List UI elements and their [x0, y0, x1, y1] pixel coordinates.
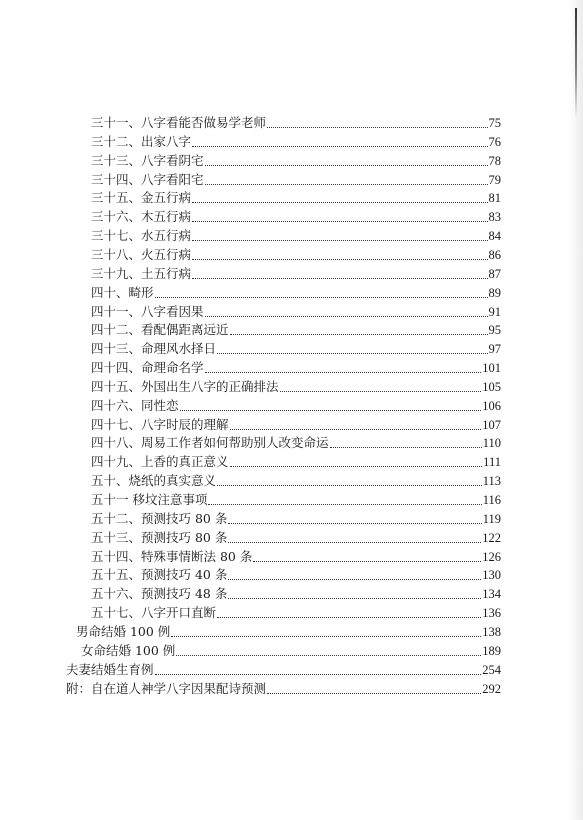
- toc-entry-page-number: 75: [488, 116, 501, 130]
- toc-entry-page-number: 111: [483, 455, 501, 470]
- toc-entry-title: 三十三、八字看阴宅: [91, 152, 204, 168]
- toc-entry-page-number: 95: [488, 323, 501, 338]
- toc-entry-title: 五十二、预测技巧 80 条: [91, 510, 228, 526]
- toc-entry-title: 四十、畸形: [91, 284, 154, 300]
- toc-entry[interactable]: [91, 416, 501, 434]
- dot-leader: [192, 239, 487, 241]
- toc-entry[interactable]: [91, 246, 501, 264]
- toc-entry-title: 附：自在道人神学八字因果配诗预测: [66, 680, 267, 696]
- dot-leader: [267, 692, 481, 694]
- page-edge-line: [575, 8, 577, 118]
- toc-entry-page-number: 134: [482, 587, 501, 602]
- toc-entry-page-number: 110: [482, 436, 501, 451]
- dot-leader: [180, 409, 482, 411]
- toc-entry[interactable]: [66, 680, 501, 698]
- dot-leader: [230, 465, 483, 467]
- toc-entry-title: 三十五、金五行病: [91, 190, 192, 206]
- toc-entry-title: 三十七、水五行病: [91, 228, 192, 244]
- toc-entry[interactable]: [91, 340, 501, 358]
- toc-entry-page-number: 136: [482, 606, 501, 621]
- dot-leader: [192, 145, 487, 147]
- toc-entry-title: 三十六、木五行病: [91, 209, 192, 225]
- dot-leader: [155, 296, 488, 298]
- toc-entry-page-number: 138: [482, 624, 501, 639]
- toc-entry-page-number: 130: [482, 568, 501, 583]
- dot-leader: [205, 371, 482, 373]
- toc-entry-page-number: 87: [488, 266, 501, 281]
- toc-entry[interactable]: [91, 303, 501, 321]
- toc-entry-page-number: 126: [482, 549, 501, 564]
- toc-entry[interactable]: [66, 661, 501, 679]
- toc-entry-title: 四十四、命理命名学: [91, 360, 204, 376]
- toc-entry-page-number: 76: [488, 134, 501, 149]
- toc-entry-title: 五十七、八字开口直断: [91, 605, 217, 621]
- dot-leader: [280, 390, 482, 392]
- dot-leader: [192, 220, 487, 222]
- dot-leader: [228, 522, 481, 524]
- toc-entry[interactable]: [91, 189, 501, 207]
- toc-entry-page-number: 79: [488, 172, 501, 187]
- toc-entry-title: 三十八、火五行病: [91, 246, 192, 262]
- toc-entry[interactable]: [91, 378, 501, 396]
- toc-entry-page-number: 101: [482, 361, 501, 376]
- toc-entry-title: 四十三、命理风水择日: [91, 341, 217, 357]
- dot-leader: [176, 654, 481, 656]
- toc-entry-page-number: 83: [488, 210, 501, 225]
- toc-entry-title: 三十一、八字看能否做易学老师: [91, 115, 267, 130]
- toc-entry[interactable]: [91, 208, 501, 226]
- toc-entry-title: 五十一 移坟注意事项: [91, 492, 208, 507]
- dot-leader: [217, 352, 487, 354]
- dot-leader: [192, 277, 487, 279]
- toc-entry-title: 三十二、出家八字: [91, 133, 192, 149]
- toc-entry-title: 三十九、土五行病: [91, 265, 192, 281]
- toc-entry-title: 四十九、上香的真正意义: [91, 454, 229, 470]
- toc-entry[interactable]: [91, 491, 501, 509]
- toc-entry-title: 四十八、周易工作者如何帮助别人改变命运: [91, 435, 329, 451]
- toc-entry-title: 四十五、外国出生八字的正确排法: [91, 378, 279, 394]
- toc-entry-title: 五十三、预测技巧 80 条: [91, 529, 228, 545]
- toc-entry-page-number: 119: [482, 511, 501, 526]
- dot-leader: [230, 428, 482, 430]
- dot-leader: [267, 126, 487, 128]
- dot-leader: [228, 541, 481, 543]
- toc-entry-page-number: 292: [482, 681, 501, 696]
- dot-leader: [192, 258, 487, 260]
- toc-entry-page-number: 105: [482, 379, 501, 394]
- toc-entry[interactable]: [91, 510, 501, 528]
- toc-entry[interactable]: [91, 453, 501, 471]
- toc-entry-page-number: 84: [488, 229, 501, 244]
- toc-entry[interactable]: [91, 359, 501, 377]
- toc-entry[interactable]: [91, 321, 501, 339]
- toc-entry-page-number: 106: [482, 398, 501, 413]
- toc-entry-title: 五十五、预测技巧 40 条: [91, 567, 228, 583]
- toc-entry[interactable]: [91, 397, 501, 415]
- dot-leader: [208, 503, 481, 505]
- toc-entry-page-number: 78: [488, 153, 501, 168]
- toc-entry[interactable]: [91, 265, 501, 283]
- dot-leader: [230, 333, 488, 335]
- dot-leader: [217, 484, 482, 486]
- dot-leader: [171, 635, 481, 637]
- toc-entry[interactable]: [91, 472, 501, 490]
- toc-entry[interactable]: [91, 566, 501, 584]
- toc-entry[interactable]: [91, 529, 501, 547]
- toc-entry-page-number: 81: [488, 191, 501, 206]
- toc-entry-title: 四十二、看配偶距离远近: [91, 322, 229, 338]
- toc-entry-page-number: 189: [482, 643, 501, 658]
- toc-entry-title: 五十、烧纸的真实意义: [91, 473, 217, 489]
- toc-entry-page-number: 91: [488, 304, 501, 319]
- toc-entry[interactable]: [91, 152, 501, 170]
- toc-entry-page-number: 107: [482, 417, 501, 432]
- toc-entry[interactable]: [91, 171, 501, 189]
- dot-leader: [155, 673, 482, 675]
- toc-entry[interactable]: [91, 284, 501, 302]
- dot-leader: [253, 560, 481, 562]
- dot-leader: [205, 164, 488, 166]
- page-edge-shadow: [569, 0, 583, 820]
- toc-entry-page-number: 122: [482, 530, 501, 545]
- toc-entry-page-number: 113: [482, 474, 501, 489]
- toc-entry-page-number: 116: [482, 493, 501, 507]
- toc-entry-title: 男命结婚 100 例: [76, 623, 171, 639]
- toc-entry-page-number: 86: [488, 247, 501, 262]
- dot-leader: [330, 446, 482, 448]
- dot-leader: [228, 578, 481, 580]
- dot-leader: [228, 597, 481, 599]
- toc-entry-title: 四十七、八字时辰的理解: [91, 416, 229, 432]
- toc-entry-title: 五十六、预测技巧 48 条: [91, 586, 228, 602]
- dot-leader: [205, 315, 488, 317]
- toc-entry[interactable]: [91, 548, 501, 566]
- toc-entry-title: 三十四、八字看阳宅: [91, 171, 204, 187]
- toc-entry[interactable]: [91, 227, 501, 245]
- toc-entry-title: 四十一、八字看因果: [91, 303, 204, 319]
- toc-entry[interactable]: [91, 133, 501, 151]
- toc-entry-page-number: 89: [488, 285, 501, 300]
- toc-entry[interactable]: [91, 114, 501, 132]
- toc-entry-title: 五十四、特殊事情断法 80 条: [91, 548, 253, 564]
- toc-entry-title: 夫妻结婚生育例: [66, 661, 154, 677]
- dot-leader: [192, 201, 487, 203]
- toc-entry-title: 四十六、同性恋: [91, 397, 179, 413]
- toc-entry-page-number: 254: [482, 662, 501, 677]
- toc-entry-title: 女命结婚 100 例: [81, 642, 176, 658]
- toc-entry[interactable]: [91, 434, 501, 452]
- toc-entry[interactable]: [91, 604, 501, 622]
- dot-leader: [217, 616, 481, 618]
- toc-entry[interactable]: [81, 642, 501, 660]
- toc-entry[interactable]: [91, 585, 501, 603]
- toc-entry-page-number: 97: [488, 342, 501, 357]
- dot-leader: [205, 183, 488, 185]
- toc-entry[interactable]: [76, 623, 501, 641]
